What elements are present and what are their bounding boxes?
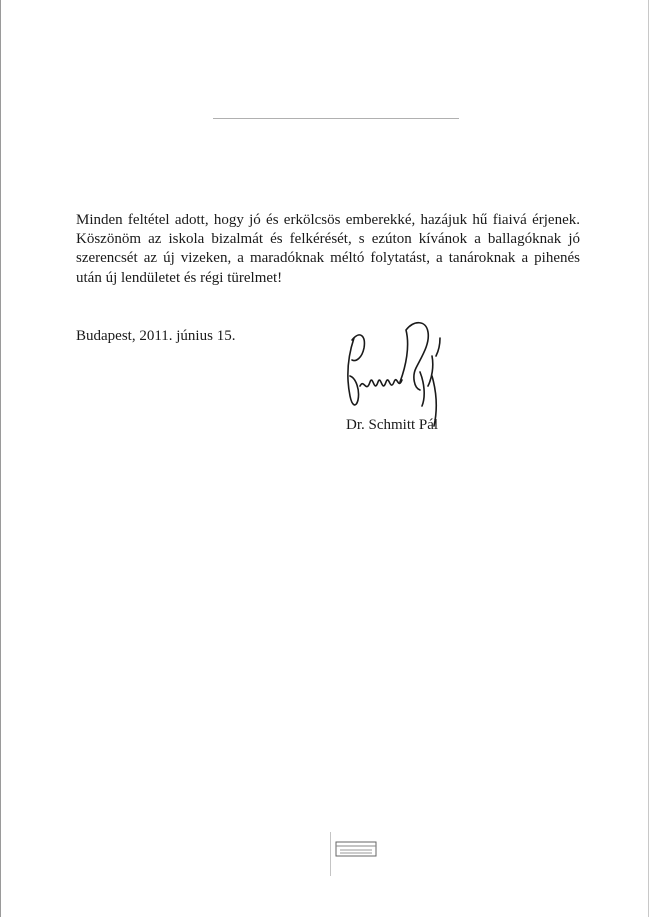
place-and-date: Budapest, 2011. június 15. — [76, 328, 236, 344]
body-line: Köszönöm az iskola bizalmát és felkérését, s ezúton kívánok a ballagóknak jó — [76, 231, 580, 248]
body-line: szerencsét az új vizeken, a maradóknak méltó folytatást, a tanároknak a pihenés — [76, 250, 580, 267]
handwritten-signature — [340, 316, 460, 428]
body-line: Minden feltétel adott, hogy jó és erkölcsös emberekké, hazájuk hű fiaivá érjenek. — [76, 212, 580, 228]
top-divider-line — [213, 118, 459, 119]
letter-body — [76, 211, 580, 288]
footer-logo-stamp — [330, 828, 380, 880]
body-line: után új lendületet és régi türelmet! — [76, 269, 283, 286]
signer-name: Dr. Schmitt Pál — [346, 417, 439, 433]
page-edge-left — [0, 0, 1, 917]
